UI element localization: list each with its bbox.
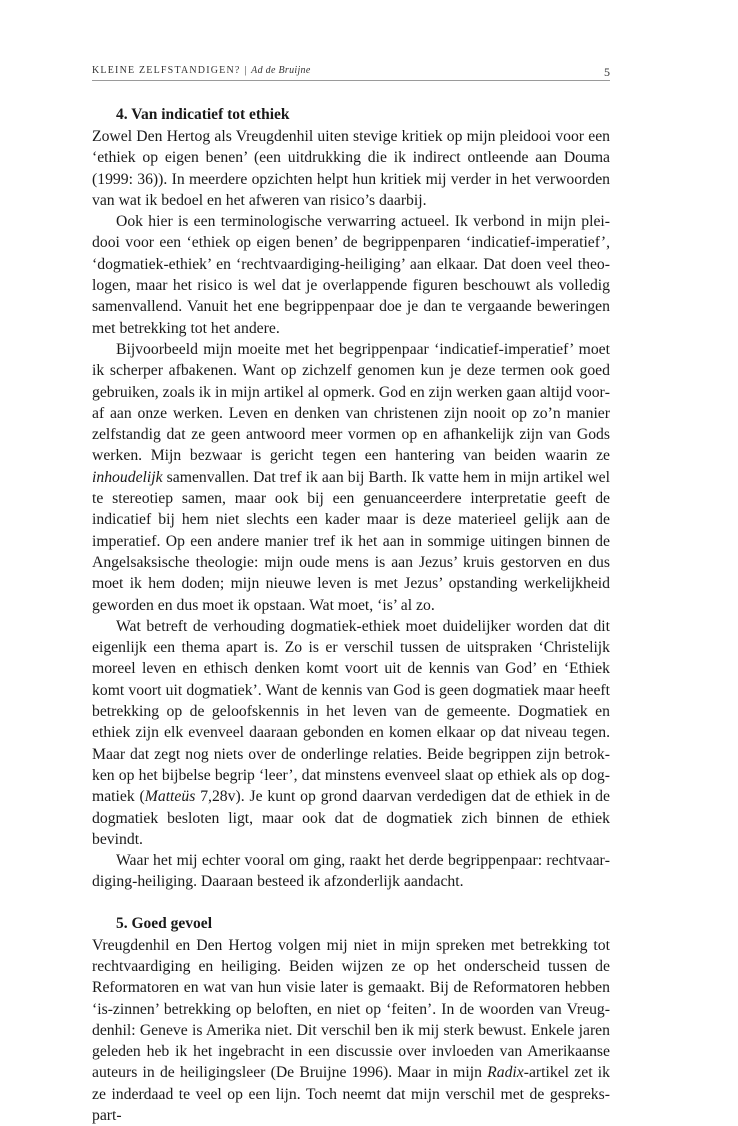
page-body xyxy=(92,104,610,1126)
section-heading-5: 5. Goed gevoel xyxy=(116,914,212,932)
section-heading-4: 4. Van indicatief tot ethiek xyxy=(116,106,290,123)
emphasis: inhoudelijk xyxy=(92,468,163,486)
running-head-title xyxy=(92,65,311,76)
paragraph: Bijvoorbeeld mijn moeite met het begrippenpaar ‘indicatief-imperatief’ moet ik scherper afbakenen. Want op zichzelf genomen kun je deze termen ook goed gebruiken, zoals ik in mijn artikel al opmerk. God en zijn werken gaan altijd vooraf aan onze werken. Leven en denken van christenen zijn nooit op zo’n manier zelfstandig dat ze geen antwoord meer vormen op en afhankelijk zijn van Gods werken. Mijn bezwaar is gericht tegen een hantering van beiden waarin ze inhoudelijk samenvallen. Dat tref ik aan bij Barth. Ik vatte hem in mijn artikel wel te stereotiep samen, maar ook bij een genuanceerdere interpretatie geeft de indicatief bij hem niet slechts een kader maar is deze materieel gelijk aan de imperatief. Op een andere manier tref ik het aan in sommige uitingen binnen de Angelsaksische theologie: mijn oude mens is aan Jezus’ kruis gestorven en dus moet ik hem doden; mijn nieuwe leven is met Jezus’ opstanding werkelijkheid geworden en dus moet ik opstaan. Wat moet, ‘is’ al zo. xyxy=(92,340,610,614)
paragraph: Zowel Den Hertog als Vreugdenhil uiten stevige kritiek op mijn pleidooi voor een ‘ethiek op eigen benen’ (een uitdrukking die ik indirect ontleende aan Douma (1999: 36)). In meerdere opzichten helpt hun kritiek mij verder in het verwoorden van wat ik bedoel en het afweren van risico’s daarbij. xyxy=(92,128,610,209)
paragraph: Vreugdenhil en Den Hertog volgen mij niet in mijn spreken met betrekking tot rechtvaardiging en heiliging. Beiden wijzen ze op het onderscheid tussen de Reformatoren en wat van hun visie later is gemaakt. Bij de Reformatoren hebben ‘is-zinnen’ betrekking op beloften, en niet op ‘feiten’. In de woorden van Vreugdenhil: Geneve is Amerika niet. Dit verschil ben ik mij sterk bewust. Enkele jaren geleden heb ik het ingebracht in een discussie over invloeden van Amerikaanse auteurs in de heiligingsleer (De Bruijne 1996). Maar in mijn Radix-artikel zet ik ze inderdaad te veel op een lijn. Toch neemt dat mijn verschil met de gesprekspart- xyxy=(92,936,610,1125)
paragraph: Waar het mij echter vooral om ging, raakt het derde begrippenpaar: rechtvaardiging-heiliging. Daaraan besteed ik afzonderlijk aandacht. xyxy=(92,852,610,891)
author-name: Ad de Bruijne xyxy=(251,65,311,76)
paragraph: Wat betreft de verhouding dogmatiek-ethiek moet duidelijker worden dat dit eigenlijk een thema apart is. Zo is er verschil tussen de uitspraken ‘Christelijk moreel leven en ethisch denken komt voort uit de kennis van God’ en ‘Ethiek komt voort uit dogmatiek’. Want de kennis van God is geen dogmatiek maar heeft betrekking op de geloofskennis in het leven van de gemeente. Dogmatiek en ethiek zijn elk evenveel daaraan gebonden en komen elkaar op dat niveau tegen. Maar dat zegt nog niets over de onderlinge relaties. Beide begrippen zijn betrokken op het bijbelse begrip ‘leer’, dat minstens evenveel slaat op ethiek als op dogmatiek (Matteüs 7,28v). Je kunt op grond daarvan verdedigen dat de ethiek in de dogmatiek besloten ligt, maar ook dat de dogmatiek zich binnen de ethiek bevindt. xyxy=(92,617,610,848)
bible-reference: Matteüs xyxy=(144,788,196,806)
page-number: 5 xyxy=(604,65,610,79)
series-title: KLEINE ZELFSTANDIGEN? | xyxy=(92,65,248,76)
running-head xyxy=(92,62,610,81)
paragraph: Ook hier is een terminologische verwarring actueel. Ik verbond in mijn pleidooi voor een ‘ethiek op eigen benen’ de begrippenparen ‘indicatief-imperatief’, ‘dogmatiek-ethiek’ en ‘rechtvaardiging-heiliging’ aan elkaar. Dat doen veel theologen, maar het risico is wel dat je overlappende figuren beschouwt als volledig samenvallend. Vanuit het ene begrippenpaar doe je dan te vergaande beweringen met betrekking tot het andere. xyxy=(92,213,610,337)
journal-name: Radix xyxy=(487,1064,524,1082)
